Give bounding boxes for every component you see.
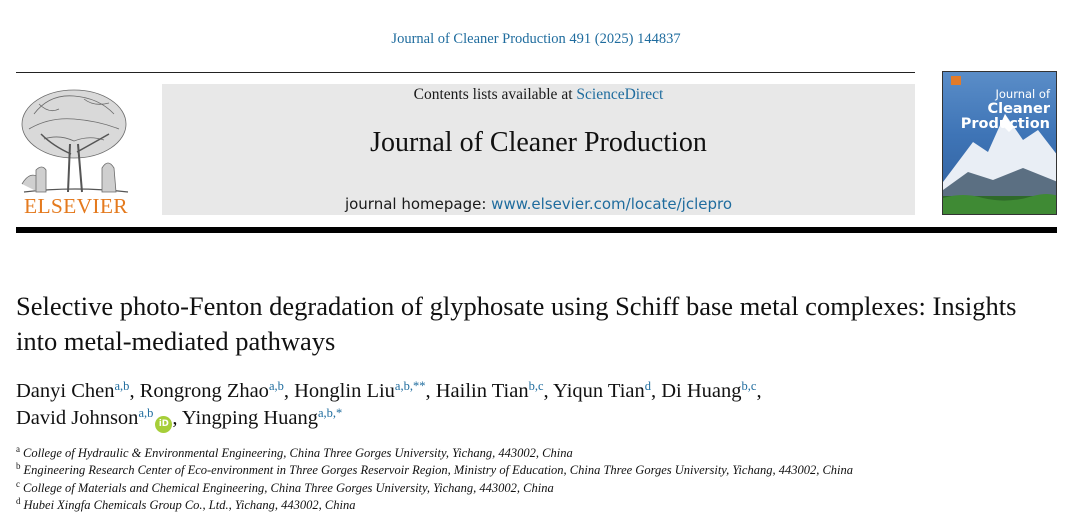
author-affiliation-marker[interactable]: b,c bbox=[528, 379, 544, 393]
affiliation-key: c bbox=[16, 478, 20, 489]
author-name[interactable]: David Johnson bbox=[16, 407, 139, 429]
article-title: Selective photo-Fenton degradation of glyphosate using Schiff base metal complexes: Insights into metal-mediated pathways bbox=[16, 291, 1017, 356]
affiliation-text: Engineering Research Center of Eco-environment in Three Gorges Reservoir Region, Ministry of Education, China Three Gorges University, Yichang, 443002, China bbox=[23, 463, 854, 478]
affiliation-key: d bbox=[16, 495, 21, 506]
author-affiliation-marker[interactable]: d bbox=[644, 379, 651, 393]
journal-citation-link[interactable]: Journal of Cleaner Production 491 (2025) 144837 bbox=[391, 31, 681, 47]
contents-prefix: Contents lists available at bbox=[413, 86, 573, 103]
cover-title-line2: Cleaner bbox=[987, 101, 1050, 117]
affiliation-list bbox=[16, 445, 1066, 514]
cover-title bbox=[961, 87, 1050, 132]
author-name[interactable]: Yingping Huang bbox=[181, 407, 318, 429]
author-affiliation-marker[interactable]: a,b bbox=[268, 379, 284, 393]
header-divider bbox=[16, 72, 915, 73]
affiliation-item bbox=[16, 462, 1066, 479]
author-name[interactable]: Honglin Liu bbox=[294, 380, 395, 402]
header-thick-divider bbox=[16, 227, 1057, 233]
author-list: Danyi Chen$^{a,b}$, Rongrong Zhao$^{a,b}$, Honglin Liu$^{a,b,**}$, Hailin Tian$^{b,c}$, Yiqun Tian$^d$, Di Huang$^{b,c}$, David Johnson$^{a,b}$iD , Yingping Huang$^{a,b,*}$ bbox=[16, 378, 1066, 433]
author-name[interactable]: Rongrong Zhao bbox=[139, 380, 269, 402]
affiliation-text: Hubei Xingfa Chemicals Group Co., Ltd., Yichang, 443002, China bbox=[23, 497, 356, 512]
affiliation-key: b bbox=[16, 461, 21, 472]
author-name[interactable]: Di Huang bbox=[661, 380, 742, 402]
elsevier-wordmark: ELSEVIER bbox=[24, 194, 128, 218]
cover-title-line3: Production bbox=[960, 116, 1050, 132]
author-affiliation-marker[interactable]: b,c bbox=[741, 379, 757, 393]
author-affiliation-marker[interactable]: a,b,* bbox=[317, 406, 343, 420]
author-name[interactable]: Yiqun Tian bbox=[553, 380, 645, 402]
journal-name: Journal of Cleaner Production bbox=[370, 127, 707, 158]
cover-title-line1: Journal of bbox=[995, 87, 1050, 101]
contents-availability bbox=[162, 86, 915, 104]
affiliation-key: a bbox=[16, 444, 20, 454]
affiliation-text: College of Materials and Chemical Engineering, China Three Gorges University, Yichang, 443002, China bbox=[23, 480, 554, 495]
affiliation-item bbox=[16, 480, 1066, 497]
homepage-prefix: journal homepage: bbox=[344, 195, 487, 213]
author-affiliation-marker[interactable]: a,b bbox=[114, 379, 130, 393]
author-affiliation-marker[interactable]: a,b,** bbox=[394, 379, 426, 393]
author-name[interactable]: Hailin Tian bbox=[435, 380, 529, 402]
journal-cover-image[interactable] bbox=[942, 71, 1057, 215]
author-name[interactable]: Danyi Chen bbox=[16, 380, 115, 402]
homepage-link[interactable]: www.elsevier.com/locate/jclepro bbox=[491, 195, 733, 213]
sciencedirect-link[interactable]: ScienceDirect bbox=[576, 86, 664, 103]
affiliation-item bbox=[16, 445, 1066, 462]
affiliation-item bbox=[16, 497, 1066, 514]
author-affiliation-marker[interactable]: a,b bbox=[138, 406, 154, 420]
orcid-icon[interactable]: iD bbox=[155, 416, 172, 433]
affiliation-text: College of Hydraulic & Environmental Engineering, China Three Gorges University, Yichang, 443002, China bbox=[23, 446, 573, 460]
journal-homepage bbox=[162, 195, 915, 213]
